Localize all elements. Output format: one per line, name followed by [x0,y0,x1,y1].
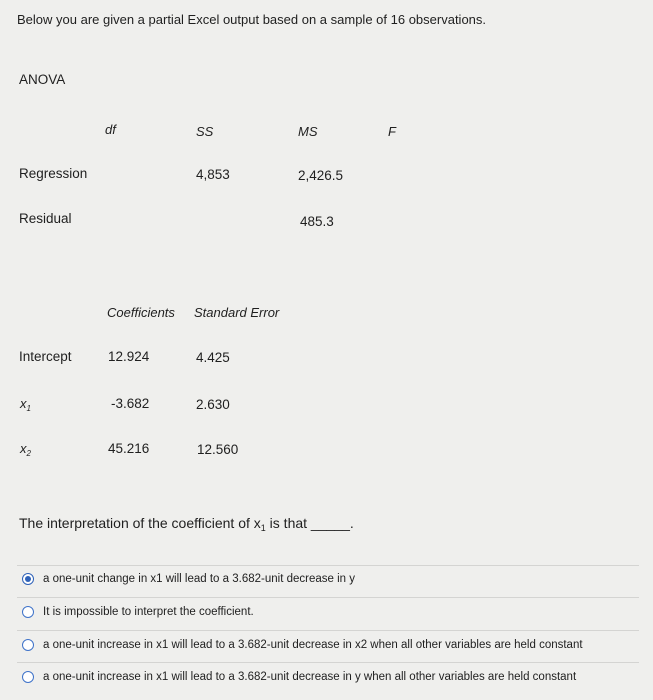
residual-ms: 485.3 [300,214,334,229]
divider [17,565,639,566]
x2-label-main: x [20,441,27,456]
radio-icon[interactable] [22,671,34,683]
header-ms: MS [298,124,318,139]
x2-label-sub: 2 [26,449,31,458]
x1-standard-error: 2.630 [196,397,230,412]
regression-label: Regression [19,166,88,181]
x2-coefficient: 45.216 [108,441,150,456]
option-2[interactable] [22,602,254,622]
header-ss: SS [196,124,214,139]
header-coefficients: Coefficients [107,305,175,320]
radio-selected-icon[interactable] [22,573,34,585]
intercept-standard-error: 4.425 [196,350,230,365]
option-1-text: a one-unit change in x1 will lead to a 3.682-unit decrease in y [43,573,355,585]
divider [17,597,639,598]
question-text [19,515,354,533]
option-1[interactable] [22,569,355,589]
x2-standard-error: 12.560 [197,442,239,457]
option-2-text: It is impossible to interpret the coefficient. [43,606,254,618]
x2-label [20,441,31,458]
question-sub: 1 [260,523,266,533]
intercept-label: Intercept [19,349,72,364]
divider [17,630,639,631]
x1-label-main: x [20,396,27,411]
regression-ss: 4,853 [196,167,230,182]
option-3-text: a one-unit increase in x1 will lead to a 3.682-unit decrease in x2 when all other variables are held constant [43,639,583,651]
option-3[interactable] [22,635,583,655]
header-df: df [105,122,116,137]
x1-label-sub: 1 [26,404,31,413]
regression-ms: 2,426.5 [298,168,344,183]
intro-text: Below you are given a partial Excel output based on a sample of 16 observations. [17,12,487,27]
option-4-text: a one-unit increase in x1 will lead to a 3.682-unit decrease in y when all other variables are held constant [43,671,577,683]
header-standard-error: Standard Error [194,305,280,320]
x1-label [20,396,31,413]
x1-coefficient: -3.682 [111,396,150,411]
divider [17,662,639,663]
anova-title: ANOVA [19,72,66,87]
radio-icon[interactable] [22,639,34,651]
option-4[interactable] [22,667,576,687]
radio-icon[interactable] [22,606,34,618]
intercept-coefficient: 12.924 [108,349,150,364]
question-suffix: is that _____. [265,515,354,531]
residual-label: Residual [19,211,72,226]
question-prefix: The interpretation of the coefficient of x [19,515,261,531]
header-f: F [388,124,396,139]
